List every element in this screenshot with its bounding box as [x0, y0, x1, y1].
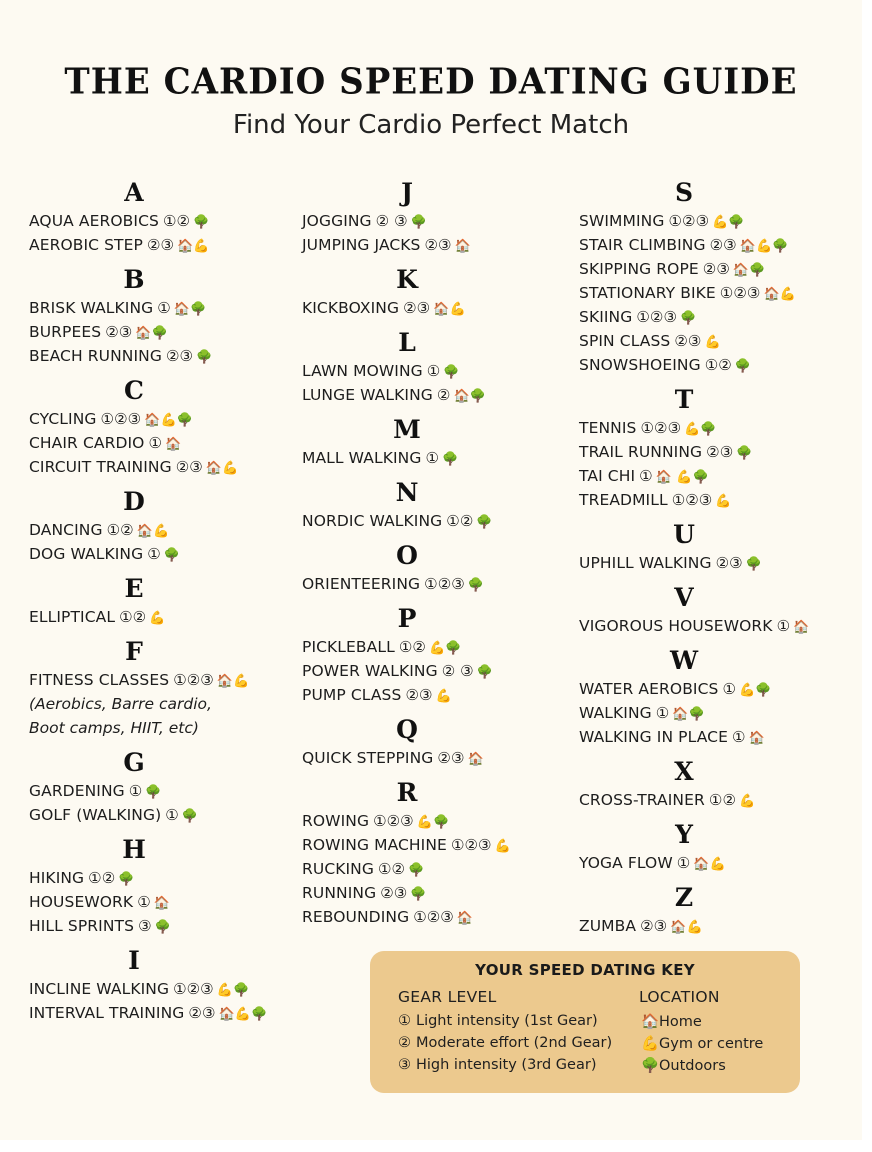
section-letter: D	[123, 487, 145, 516]
location-icons: 🌳	[410, 887, 427, 902]
activity-name: TREADMILL	[579, 491, 668, 509]
activity-item	[579, 440, 864, 464]
activity-name: YOGA FLOW	[579, 854, 673, 872]
activity-name: VIGOROUS HOUSEWORK	[579, 617, 773, 635]
activity-item	[29, 779, 299, 803]
location-icons: 🌳	[476, 665, 493, 680]
location-icons: 🌳	[410, 215, 427, 230]
activity-name: SWIMMING	[579, 212, 665, 230]
gear-levels: ①	[425, 449, 439, 467]
section-letter: I	[128, 946, 140, 975]
gear-levels: ②③	[165, 347, 194, 365]
gear-levels: ②③	[640, 917, 668, 935]
gear-levels: ①②	[106, 521, 134, 539]
activity-name: LUNGE WALKING	[302, 386, 433, 404]
activity-item	[302, 635, 572, 659]
activity-item	[579, 914, 864, 938]
location-icons: 💪🌳	[684, 422, 717, 437]
gear-levels: ①	[157, 299, 171, 317]
activity-name: SKIING	[579, 308, 633, 326]
location-icons: 🏠	[153, 896, 171, 911]
location-icons: 💪	[715, 494, 732, 509]
gear-levels: ①②③	[424, 575, 465, 593]
gear-levels: ①②③	[413, 908, 454, 926]
activity-item	[302, 383, 572, 407]
activity-item	[579, 725, 864, 749]
section-letter: J	[401, 178, 413, 207]
activity-name: NORDIC WALKING	[302, 512, 443, 530]
section-spacer	[29, 1025, 299, 1031]
location-icons: 🏠 💪🌳	[655, 470, 709, 485]
activity-name: RUCKING	[302, 860, 374, 878]
location-icons: 🏠💪	[763, 287, 797, 302]
activity-note: Boot camps, HIIT, etc)	[29, 719, 199, 737]
gear-levels: ①②③	[100, 410, 142, 428]
activity-item	[579, 329, 864, 353]
activity-item	[302, 572, 572, 596]
section-letter: U	[673, 520, 695, 549]
home-label: Home	[659, 1014, 702, 1030]
location-icons: 💪	[494, 839, 511, 854]
activity-name: TENNIS	[579, 419, 637, 437]
gear-levels: ①	[148, 434, 163, 452]
section-letter: C	[124, 376, 144, 405]
activity-name: UPHILL WALKING	[579, 554, 712, 572]
activity-name: DOG WALKING	[29, 545, 144, 563]
location-icons: 🌳	[118, 872, 135, 887]
activity-item	[579, 416, 864, 440]
gear-3-icon: ③	[398, 1057, 411, 1073]
activity-item	[29, 866, 299, 890]
activity-name: CHAIR CARDIO	[29, 434, 145, 452]
gear-levels: ①	[731, 728, 746, 746]
activity-item	[302, 296, 572, 320]
location-icons: 🏠🌳	[453, 389, 487, 404]
gear-levels: ①②③	[450, 836, 492, 854]
activity-item	[302, 446, 572, 470]
gear-levels: ①②	[119, 608, 147, 626]
gear-levels: ②③	[709, 236, 737, 254]
activity-item	[29, 431, 299, 455]
activity-name: GARDENING	[29, 782, 125, 800]
gear-levels: ①	[676, 854, 691, 872]
tree-icon: 🌳	[641, 1058, 660, 1074]
location-icons: 🏠🌳	[173, 302, 207, 317]
gear-row-1	[398, 1013, 598, 1029]
gear-levels: ①②	[398, 638, 426, 656]
activity-name: DANCING	[29, 521, 103, 539]
activity-item	[579, 788, 864, 812]
column-1	[29, 176, 299, 1031]
location-icons: 🌳	[442, 452, 459, 467]
activity-name: HILL SPRINTS	[29, 917, 135, 935]
gear-levels: ①②③	[671, 491, 713, 509]
gear-1-label: Light intensity (1st Gear)	[416, 1013, 598, 1029]
location-icons: 💪	[739, 794, 756, 809]
gear-levels: ②③	[706, 443, 734, 461]
activity-item	[29, 407, 299, 431]
page-subtitle: Find Your Cardio Perfect Match	[232, 110, 630, 140]
activity-name: CROSS-TRAINER	[579, 791, 705, 809]
outdoors-label: Outdoors	[659, 1058, 726, 1074]
location-icons: 🏠	[456, 911, 474, 926]
location-icons: 💪🌳	[712, 215, 745, 230]
activity-item	[302, 509, 572, 533]
activity-item	[579, 281, 864, 305]
speed-dating-key	[370, 951, 800, 1093]
section-letter: W	[669, 646, 699, 675]
activity-name: ZUMBA	[579, 917, 637, 935]
activity-item	[579, 551, 864, 575]
activity-name: BRISK WALKING	[29, 299, 154, 317]
gear-levels: ①②③	[668, 212, 710, 230]
activity-item	[302, 905, 572, 929]
page-title: THE CARDIO SPEED DATING GUIDE	[64, 61, 798, 103]
location-icons: 🏠	[748, 731, 765, 746]
gear-levels: ①	[426, 362, 441, 380]
location-icons: 🏠🌳	[135, 326, 168, 341]
gear-levels: ②③	[424, 236, 452, 254]
location-icons: 🏠💪	[693, 857, 726, 872]
gear-levels: ①	[776, 617, 791, 635]
activity-name: SKIPPING ROPE	[579, 260, 699, 278]
gym-label: Gym or centre	[659, 1036, 764, 1052]
activity-name: BURPEES	[29, 323, 102, 341]
activity-item	[29, 542, 299, 566]
gear-3-label: High intensity (3rd Gear)	[416, 1057, 597, 1073]
activity-item	[29, 233, 299, 257]
activity-item	[302, 809, 572, 833]
gear-levels: ②③	[175, 458, 203, 476]
gear-levels: ①	[639, 467, 653, 485]
section-letter: V	[674, 583, 694, 612]
activity-item	[579, 353, 864, 377]
section-spacer	[302, 929, 572, 935]
activity-item	[29, 977, 299, 1001]
activity-name: INCLINE WALKING	[29, 980, 170, 998]
activity-name: ORIENTEERING	[302, 575, 421, 593]
location-icons: 🏠	[793, 620, 810, 635]
activity-name: CIRCUIT TRAINING	[29, 458, 172, 476]
section-letter: G	[123, 748, 145, 777]
location-icons: 💪	[149, 611, 166, 626]
location-heading: LOCATION	[639, 988, 720, 1006]
activity-item	[29, 605, 299, 629]
activity-item	[302, 209, 572, 233]
location-icons: 🌳	[145, 785, 162, 800]
activity-item	[29, 668, 299, 692]
location-icons: 🏠💪	[136, 524, 170, 539]
activity-item	[29, 344, 299, 368]
home-icon: 🏠	[641, 1014, 660, 1030]
activity-name: RUNNING	[302, 884, 377, 902]
location-icons: 🏠🌳	[732, 263, 766, 278]
activity-item	[29, 518, 299, 542]
activity-item	[29, 320, 299, 344]
location-icons: 🌳	[734, 359, 752, 374]
location-row-outdoors	[641, 1057, 726, 1074]
activity-name: ROWING	[302, 812, 370, 830]
activity-name: KICKBOXING	[302, 299, 400, 317]
activity-item	[302, 746, 572, 770]
location-icons: 🏠	[165, 437, 182, 452]
activity-item	[29, 455, 299, 479]
gear-levels: ②③	[715, 554, 743, 572]
gear-levels: ①②③	[636, 308, 678, 326]
activity-name: REBOUNDING	[302, 908, 410, 926]
location-icons: 🌳	[193, 215, 210, 230]
activity-item	[302, 833, 572, 857]
activity-name: STATIONARY BIKE	[579, 284, 716, 302]
section-letter: L	[398, 328, 416, 357]
location-icons: 🌳	[745, 557, 762, 572]
location-icons: 🌳	[476, 515, 493, 530]
location-icons: 🏠🌳	[672, 707, 705, 722]
gear-level-heading: GEAR LEVEL	[398, 988, 497, 1006]
activity-name: ELLIPTICAL	[29, 608, 116, 626]
section-letter: R	[396, 778, 418, 807]
location-icons: 💪🌳	[416, 815, 450, 830]
activity-item	[579, 614, 864, 638]
location-icons: 🏠💪🌳	[144, 413, 194, 428]
activity-item	[302, 857, 572, 881]
section-letter: T	[674, 385, 694, 414]
location-icons: 💪🌳	[216, 983, 250, 998]
gear-levels: ①	[165, 806, 179, 824]
gear-levels: ②③	[702, 260, 730, 278]
column-3	[579, 176, 864, 944]
activity-item	[29, 296, 299, 320]
activity-item	[579, 305, 864, 329]
activity-name: JOGGING	[302, 212, 372, 230]
activity-item	[302, 359, 572, 383]
activity-name: TRAIL RUNNING	[579, 443, 703, 461]
section-letter: N	[395, 478, 419, 507]
location-icons: 🏠💪🌳	[218, 1007, 268, 1022]
gear-levels: ①②	[708, 791, 736, 809]
activity-item	[579, 851, 864, 875]
location-icons: 🌳	[408, 863, 425, 878]
section-letter: Z	[674, 883, 694, 912]
location-icons: 💪	[435, 689, 452, 704]
location-icons: 💪	[704, 335, 721, 350]
section-letter: O	[396, 541, 418, 570]
location-icons: 🌳	[443, 365, 460, 380]
location-icons: 🏠	[467, 752, 484, 767]
gear-levels: ①	[722, 680, 737, 698]
activity-name: WALKING IN PLACE	[579, 728, 728, 746]
activity-name: CYCLING	[29, 410, 97, 428]
gear-levels: ② ③	[441, 662, 474, 680]
activity-name: PICKLEBALL	[302, 638, 395, 656]
activity-name: FITNESS CLASSES	[29, 671, 170, 689]
activity-item	[302, 659, 572, 683]
activity-item	[579, 701, 864, 725]
activity-name: STAIR CLIMBING	[579, 236, 706, 254]
location-icons: 🌳	[467, 578, 485, 593]
activity-name: AQUA AEROBICS	[29, 212, 159, 230]
gear-2-icon: ②	[398, 1035, 411, 1051]
gear-levels: ②③	[380, 884, 408, 902]
location-row-gym	[641, 1035, 763, 1052]
activity-item	[29, 209, 299, 233]
section-letter: P	[397, 604, 417, 633]
gear-levels: ①②	[704, 356, 732, 374]
location-row-home	[641, 1013, 702, 1030]
gear-levels: ②③	[105, 323, 133, 341]
gear-levels: ①②③	[173, 980, 214, 998]
activity-name: SNOWSHOEING	[579, 356, 701, 374]
activity-item	[302, 233, 572, 257]
section-spacer	[579, 938, 864, 944]
location-icons: 🌳	[163, 548, 181, 563]
activity-name: QUICK STEPPING	[302, 749, 434, 767]
column-2	[302, 176, 572, 935]
section-letter: X	[674, 757, 694, 786]
gear-levels: ③	[138, 917, 152, 935]
location-icons: 🏠💪	[670, 920, 703, 935]
section-letter: S	[674, 178, 694, 207]
activity-item	[579, 464, 864, 488]
gear-levels: ①②	[446, 512, 474, 530]
gear-2-label: Moderate effort (2nd Gear)	[416, 1035, 613, 1051]
gear-levels: ①②	[377, 860, 406, 878]
gear-levels: ①②③	[373, 812, 414, 830]
gear-levels: ①	[128, 782, 143, 800]
activity-name: JUMPING JACKS	[302, 236, 421, 254]
location-icons: 🏠💪	[177, 239, 210, 254]
activity-item	[579, 257, 864, 281]
activity-name: BEACH RUNNING	[29, 347, 162, 365]
gear-levels: ①②	[162, 212, 191, 230]
activity-name: INTERVAL TRAINING	[29, 1004, 185, 1022]
activity-item	[579, 677, 864, 701]
activity-name: MALL WALKING	[302, 449, 422, 467]
gear-levels: ①	[655, 704, 670, 722]
section-letter: A	[124, 178, 144, 207]
location-icons: 🏠💪	[433, 302, 466, 317]
activity-name: ROWING MACHINE	[302, 836, 447, 854]
activity-note: (Aerobics, Barre cardio,	[29, 695, 212, 713]
activity-name: AEROBIC STEP	[29, 236, 143, 254]
gear-levels: ①	[147, 545, 161, 563]
gear-levels: ②③	[146, 236, 175, 254]
gear-levels: ①②③	[173, 671, 214, 689]
location-icons: 🏠💪	[216, 674, 250, 689]
activity-item	[302, 683, 572, 707]
activity-item	[29, 803, 299, 827]
location-icons: 🌳	[196, 350, 213, 365]
section-letter: B	[123, 265, 145, 294]
gear-levels: ①②③	[640, 419, 682, 437]
location-icons: 🏠	[454, 239, 471, 254]
gear-levels: ②③	[403, 299, 431, 317]
gear-1-icon: ①	[398, 1013, 411, 1029]
gear-levels: ②③	[405, 686, 433, 704]
activity-item	[29, 914, 299, 938]
section-letter: H	[122, 835, 146, 864]
activity-item	[579, 488, 864, 512]
location-icons: 💪🌳	[739, 683, 772, 698]
activity-name: HOUSEWORK	[29, 893, 134, 911]
activity-item	[29, 890, 299, 914]
location-icons: 🏠💪	[205, 461, 239, 476]
activity-name: LAWN MOWING	[302, 362, 423, 380]
activity-name: TAI CHI	[579, 467, 636, 485]
gear-levels: ②③	[437, 749, 465, 767]
gear-levels: ②	[436, 386, 451, 404]
gym-icon: 💪	[641, 1036, 660, 1052]
location-icons: 🏠💪🌳	[739, 239, 789, 254]
activity-name: GOLF (WALKING)	[29, 806, 162, 824]
location-icons: 🌳	[680, 311, 697, 326]
location-icons: 🌳	[181, 809, 199, 824]
activity-name: SPIN CLASS	[579, 332, 671, 350]
gear-levels: ②③	[674, 332, 702, 350]
activity-name: HIKING	[29, 869, 85, 887]
gear-levels: ②③	[188, 1004, 216, 1022]
location-icons: 🌳	[154, 920, 171, 935]
activity-name: WATER AEROBICS	[579, 680, 719, 698]
section-letter: K	[396, 265, 418, 294]
section-letter: E	[124, 574, 144, 603]
section-letter: Q	[396, 715, 418, 744]
location-icons: 💪🌳	[428, 641, 462, 656]
gear-levels: ①②③	[719, 284, 761, 302]
activity-item	[29, 1001, 299, 1025]
section-letter: M	[393, 415, 421, 444]
section-letter: Y	[675, 820, 693, 849]
gear-levels: ①	[137, 893, 151, 911]
activity-name: WALKING	[579, 704, 652, 722]
activity-item	[579, 233, 864, 257]
gear-levels: ①②	[88, 869, 116, 887]
activity-name: PUMP CLASS	[302, 686, 402, 704]
key-title: YOUR SPEED DATING KEY	[475, 961, 695, 979]
activity-item	[302, 881, 572, 905]
activity-name: POWER WALKING	[302, 662, 438, 680]
activity-item	[579, 209, 864, 233]
gear-row-2	[398, 1035, 612, 1051]
location-icons: 🌳	[736, 446, 753, 461]
section-letter: F	[125, 637, 143, 666]
gear-levels: ② ③	[375, 212, 408, 230]
gear-row-3	[398, 1057, 596, 1073]
